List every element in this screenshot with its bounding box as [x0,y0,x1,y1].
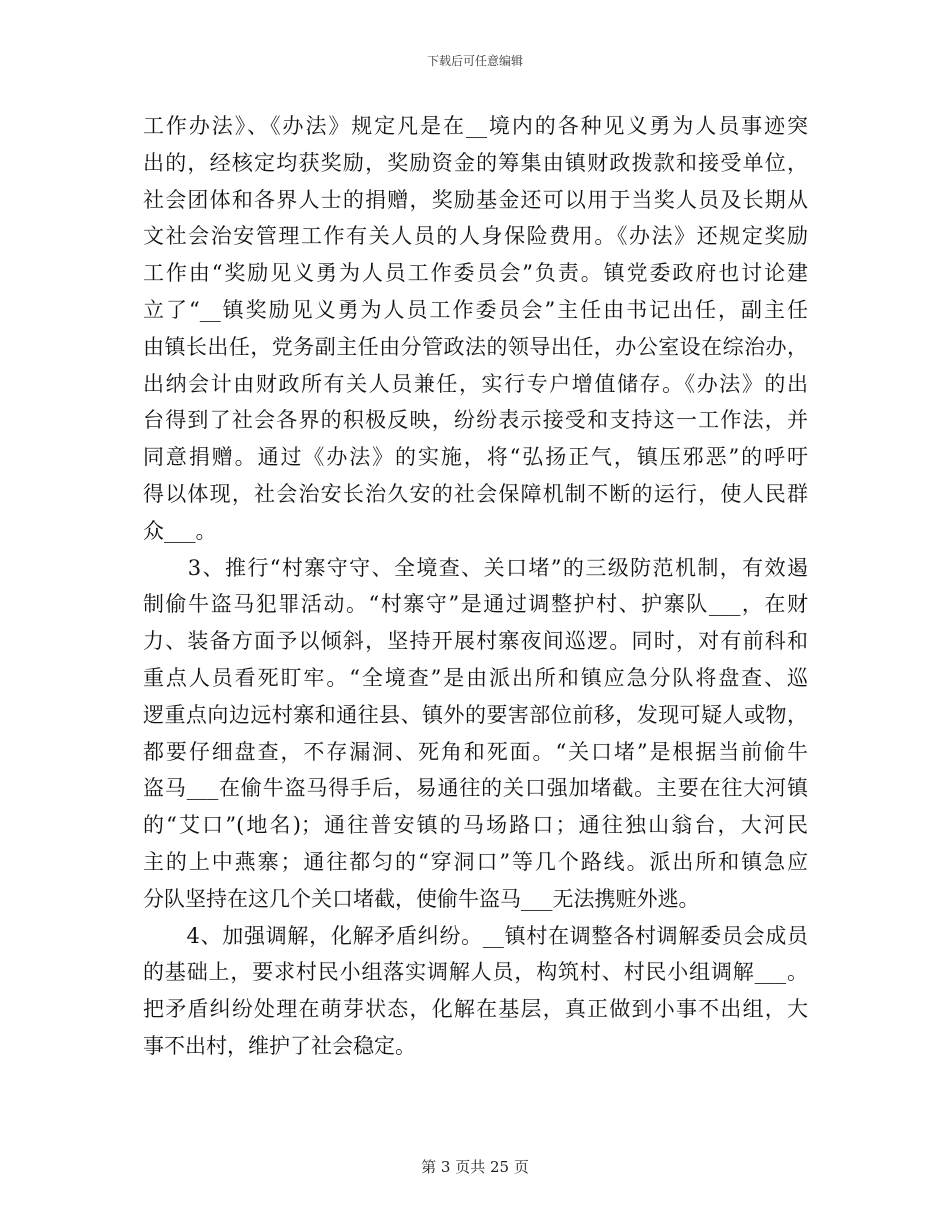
text-line: 社会团体和各界人士的捐赠，奖励基金还可以用于当奖人员及长期从 [143,187,808,212]
text-line: 制偷牛盗马犯罪活动。“村寨守”是通过调整护村、护寨队___，在财 [143,592,808,617]
text-line: 都要仔细盘查，不存漏洞、死角和死面。“关口堵”是根据当前偷牛 [143,739,808,764]
text-line: 众___。 [143,518,217,543]
text-line: 把矛盾纠纷处理在萌芽状态，化解在基层，真正做到小事不出组，大 [143,997,808,1022]
text-line: 文社会治安管理工作有关人员的人身保险费用。《办法》还规定奖励 [143,224,808,249]
text-line: 逻重点向边远村寨和通往县、镇外的要害部位前移，发现可疑人或物， [143,702,808,727]
text-line: 立了“__镇奖励见义勇为人员工作委员会”主任由书记出任，副主任 [143,297,808,322]
text-line: 得以体现，社会治安长治久安的社会保障机制不断的运行，使人民群 [143,481,808,506]
text-line: 由镇长出任，党务副主任由分管政法的领导出任，办公室设在综治办， [143,334,808,359]
text-line: 出纳会计由财政所有关人员兼任，实行专户增值储存。《办法》的出 [143,371,808,396]
text-line: 重点人员看死盯牢。“全境查”是由派出所和镇应急分队将盘查、巡 [143,665,808,690]
document-body [143,108,808,1065]
text-line: 的“艾口”(地名)；通往普安镇的马场路口；通往独山翁台，大河民 [143,813,808,838]
text-line: 分队坚持在这几个关口堵截，使偷牛盗马___无法携赃外逃。 [143,886,700,911]
text-line: 4、加强调解，化解矛盾纠纷。__镇村在调整各村调解委员会成员 [143,923,808,948]
text-line: 台得到了社会各界的积极反映，纷纷表示接受和支持这一工作法，并 [143,408,808,433]
text-line: 力、装备方面予以倾斜，坚持开展村寨夜间巡逻。同时，对有前科和 [143,629,808,654]
text-line: 出的，经核定均获奖励，奖励资金的筹集由镇财政拨款和接受单位， [143,150,808,175]
text-line: 的基础上，要求村民小组落实调解人员，构筑村、村民小组调解___。 [143,960,808,985]
page-footer: 第 3 页共 25 页 [421,1158,529,1176]
text-line: 事不出村，维护了社会稳定。 [143,1033,416,1058]
text-line: 主的上中燕寨；通往都匀的“穿洞口”等几个路线。派出所和镇急应 [143,849,808,874]
text-line: 同意捐赠。通过《办法》的实施，将“弘扬正气，镇压邪恶”的呼吁 [143,445,808,470]
text-line: 工作由“奖励见义勇为人员工作委员会”负责。镇党委政府也讨论建 [143,261,808,286]
text-line: 盗马___在偷牛盗马得手后，易通往的关口强加堵截。主要在往大河镇 [143,776,808,801]
page-header: 下载后可任意编辑 [426,54,523,68]
text-line: 工作办法》、《办法》规定凡是在__境内的各种见义勇为人员事迹突 [143,114,808,138]
text-line: 3、推行“村寨守守、全境查、关口堵”的三级防范机制，有效遏 [143,555,808,580]
